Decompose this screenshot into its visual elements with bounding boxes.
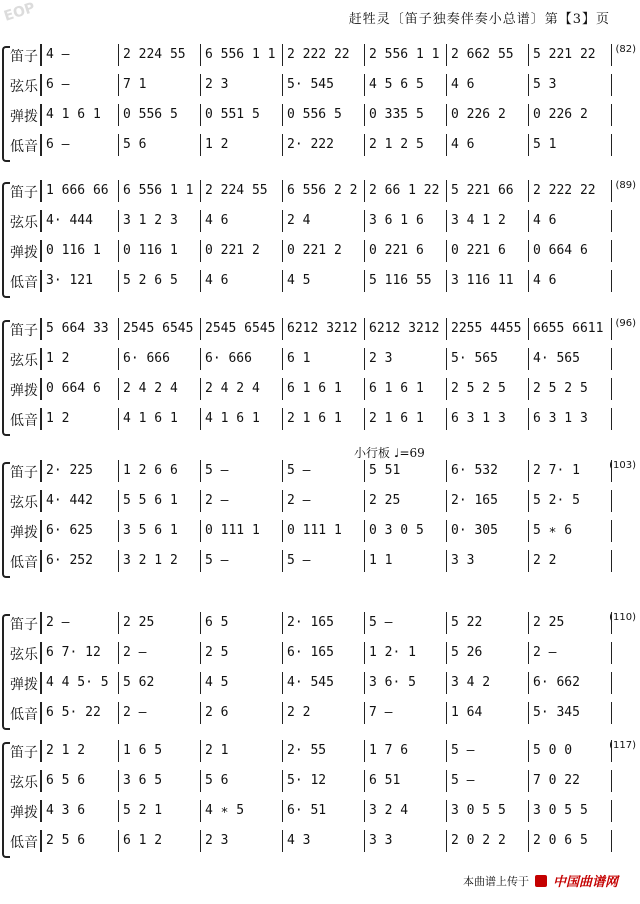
measure: 6· 666 <box>200 348 282 370</box>
staff-row <box>40 490 612 512</box>
measure: 4· 444 <box>40 210 118 232</box>
barline-end <box>611 702 612 724</box>
measure: 1 2 <box>40 348 118 370</box>
staff-row <box>40 520 612 542</box>
measure: 2 1 6 1 <box>364 408 446 430</box>
staff-row <box>40 180 612 202</box>
measure: 2 – <box>200 490 282 512</box>
measure: 3 6 5 <box>118 770 200 792</box>
tempo-marking: 小行板 ♩=69 <box>354 446 425 460</box>
barline-end <box>611 612 612 634</box>
measure: 6 51 <box>364 770 446 792</box>
measure: 5 3 <box>528 74 612 96</box>
measure: 4 3 6 <box>40 800 118 822</box>
measure: 7 1 <box>118 74 200 96</box>
staff-row <box>40 44 612 66</box>
staff-row <box>40 378 612 400</box>
barline-end <box>611 74 612 96</box>
staff-row <box>40 318 612 340</box>
measure: 5 – <box>282 460 364 482</box>
instrument-label: 弹拨 <box>10 525 38 541</box>
score-system <box>0 740 640 860</box>
system-bracket <box>2 462 10 578</box>
staff-row <box>40 134 612 156</box>
measure: 0 111 1 <box>200 520 282 542</box>
instrument-label: 弹拨 <box>10 383 38 399</box>
measure: 2 2 <box>528 550 612 572</box>
measure: 4 1 6 1 <box>40 104 118 126</box>
instrument-label: 笛子 <box>10 323 38 339</box>
measure: 5 221 22 <box>528 44 612 66</box>
measure: 6 1 <box>282 348 364 370</box>
measure: 2 – <box>118 702 200 724</box>
measure: 4 ∗ 5 <box>200 800 282 822</box>
staff-row <box>40 642 612 664</box>
barline-end <box>611 104 612 126</box>
system-bracket <box>2 46 10 162</box>
barline-end <box>611 318 612 340</box>
measure: 2 25 <box>528 612 612 634</box>
measure: 3 3 <box>364 830 446 852</box>
measure: 2 222 22 <box>282 44 364 66</box>
measure: 6· 625 <box>40 520 118 542</box>
measure: 4 6 <box>200 210 282 232</box>
measure: 6· 666 <box>118 348 200 370</box>
instrument-label: 弹拨 <box>10 245 38 261</box>
staff-row <box>40 740 612 762</box>
measure: 5 – <box>200 460 282 482</box>
measure: 4· 545 <box>282 672 364 694</box>
barline-end <box>611 378 612 400</box>
measure: 5 116 55 <box>364 270 446 292</box>
measure: 5· 345 <box>528 702 612 724</box>
measure: 3 1 2 3 <box>118 210 200 232</box>
measure: 4 3 <box>282 830 364 852</box>
measure: 6212 3212 <box>364 318 446 340</box>
measure: 5 ∗ 6 <box>528 520 612 542</box>
measure: 5 2· 5 <box>528 490 612 512</box>
staff-row <box>40 240 612 262</box>
measure: 4 5 <box>282 270 364 292</box>
measure: 6 – <box>40 134 118 156</box>
measure: 0 664 6 <box>40 378 118 400</box>
measure: 3 5 6 1 <box>118 520 200 542</box>
measure: 4 6 <box>528 210 612 232</box>
measure: 5 – <box>282 550 364 572</box>
measure: 2 1 6 1 <box>282 408 364 430</box>
measure: 4 6 <box>446 134 528 156</box>
system-bracket <box>2 320 10 436</box>
measure: 6· 532 <box>446 460 528 482</box>
staff-row <box>40 800 612 822</box>
measure: 1 666 66 <box>40 180 118 202</box>
measure: 6 – <box>40 74 118 96</box>
measure: 2 3 <box>200 830 282 852</box>
measure: 1 2 <box>40 408 118 430</box>
measure: 5 22 <box>446 612 528 634</box>
staff-row <box>40 702 612 724</box>
instrument-label: 笛子 <box>10 745 38 761</box>
measure: 0 221 2 <box>200 240 282 262</box>
barline-end <box>611 520 612 542</box>
instrument-label: 笛子 <box>10 49 38 65</box>
score-system <box>0 612 640 732</box>
measure: 2 5 2 5 <box>528 378 612 400</box>
barline-end <box>611 740 612 762</box>
measure: 5 51 <box>364 460 446 482</box>
measure: 2 – <box>282 490 364 512</box>
barline-end <box>611 134 612 156</box>
measure: 5· 545 <box>282 74 364 96</box>
measure: 4 – <box>40 44 118 66</box>
barline-end <box>611 490 612 512</box>
measure: 2 – <box>118 642 200 664</box>
measure: 2· 165 <box>446 490 528 512</box>
measure: 5 6 <box>200 770 282 792</box>
measure: 0 664 6 <box>528 240 612 262</box>
barline-end <box>611 408 612 430</box>
measure: 2 66 1 22 <box>364 180 446 202</box>
measure: 0 116 1 <box>118 240 200 262</box>
measure: 6 1 6 1 <box>282 378 364 400</box>
measure: 3 6· 5 <box>364 672 446 694</box>
measure: 7 0 22 <box>528 770 612 792</box>
measure: 1 6 5 <box>118 740 200 762</box>
measure: 5 6 <box>118 134 200 156</box>
measure: 6· 51 <box>282 800 364 822</box>
measure: 1 7 6 <box>364 740 446 762</box>
measure: 5 1 <box>528 134 612 156</box>
measure: 6· 252 <box>40 550 118 572</box>
measure: 5 664 33 <box>40 318 118 340</box>
measure: 5 – <box>446 770 528 792</box>
measure: 2 4 <box>282 210 364 232</box>
measure: 5 0 0 <box>528 740 612 762</box>
measure: 2 224 55 <box>200 180 282 202</box>
measure-number: (110) <box>609 612 636 623</box>
instrument-label: 低音 <box>10 275 38 291</box>
measure: 6 5 <box>200 612 282 634</box>
measure: 1 64 <box>446 702 528 724</box>
measure: 2 7· 1 <box>528 460 612 482</box>
measure-number: (96) <box>615 318 636 329</box>
staff-row <box>40 550 612 572</box>
score-system <box>0 318 640 438</box>
measure: 2 25 <box>364 490 446 512</box>
measure: 2 662 55 <box>446 44 528 66</box>
measure-number: (103) <box>609 460 636 471</box>
measure: 0 111 1 <box>282 520 364 542</box>
measure: 2 1 <box>200 740 282 762</box>
measure: 3 2 4 <box>364 800 446 822</box>
measure: 5· 12 <box>282 770 364 792</box>
measure: 3 2 1 2 <box>118 550 200 572</box>
measure: 2 4 2 4 <box>118 378 200 400</box>
barline-end <box>611 180 612 202</box>
measure: 2 0 6 5 <box>528 830 612 852</box>
measure: 6· 165 <box>282 642 364 664</box>
measure: 2 5 6 <box>40 830 118 852</box>
measure: 6· 662 <box>528 672 612 694</box>
measure: 6 3 1 3 <box>528 408 612 430</box>
instrument-label: 弦乐 <box>10 215 38 231</box>
measure: 2 – <box>40 612 118 634</box>
measure: 2 25 <box>118 612 200 634</box>
measure: 3 4 2 <box>446 672 528 694</box>
instrument-label: 弹拨 <box>10 109 38 125</box>
measure: 4 6 <box>200 270 282 292</box>
measure: 2 3 <box>364 348 446 370</box>
instrument-label: 低音 <box>10 835 38 851</box>
measure: 4 4 5· 5 <box>40 672 118 694</box>
measure: 3 116 11 <box>446 270 528 292</box>
measure: 2 556 1 1 <box>364 44 446 66</box>
measure: 2 2 <box>282 702 364 724</box>
footer-upload-text: 本曲谱上传于 <box>462 874 529 888</box>
measure: 5 2 6 5 <box>118 270 200 292</box>
measure: 6 5· 22 <box>40 702 118 724</box>
measure: 4· 442 <box>40 490 118 512</box>
barline-end <box>611 270 612 292</box>
measure: 6 3 1 3 <box>446 408 528 430</box>
watermark-logo: EOP <box>2 0 38 25</box>
measure: 0 335 5 <box>364 104 446 126</box>
barline-end <box>611 642 612 664</box>
staff-row <box>40 270 612 292</box>
measure: 1 2 <box>200 134 282 156</box>
measure: 5 221 66 <box>446 180 528 202</box>
measure: 4 1 6 1 <box>118 408 200 430</box>
measure: 5 2 1 <box>118 800 200 822</box>
measure: 6 5 6 <box>40 770 118 792</box>
measure: 0 221 2 <box>282 240 364 262</box>
measure: 2 5 <box>200 642 282 664</box>
measure: 7 – <box>364 702 446 724</box>
instrument-label: 弦乐 <box>10 495 38 511</box>
measure: 6 556 1 1 <box>118 180 200 202</box>
measure: 0 556 5 <box>282 104 364 126</box>
instrument-label: 笛子 <box>10 465 38 481</box>
measure: 1 1 <box>364 550 446 572</box>
measure: 3· 121 <box>40 270 118 292</box>
measure: 0 226 2 <box>528 104 612 126</box>
measure: 5 – <box>200 550 282 572</box>
system-bracket <box>2 614 10 730</box>
score-system <box>0 446 640 580</box>
measure: 6 1 2 <box>118 830 200 852</box>
measure: 5 5 6 1 <box>118 490 200 512</box>
measure: 6 556 1 1 <box>200 44 282 66</box>
measure: 4 5 6 5 <box>364 74 446 96</box>
instrument-label: 弦乐 <box>10 647 38 663</box>
measure: 3 0 5 5 <box>446 800 528 822</box>
measure: 5 26 <box>446 642 528 664</box>
system-bracket <box>2 742 10 858</box>
instrument-label: 弦乐 <box>10 775 38 791</box>
barline-end <box>611 830 612 852</box>
measure: 4 6 <box>528 270 612 292</box>
measure: 2 222 22 <box>528 180 612 202</box>
measure: 0 226 2 <box>446 104 528 126</box>
page-title: 赶牲灵〔笛子独奏伴奏小总谱〕第【3】页 <box>348 12 610 27</box>
instrument-label: 低音 <box>10 555 38 571</box>
measure: 2 224 55 <box>118 44 200 66</box>
score-system <box>0 44 640 164</box>
measure: 2· 225 <box>40 460 118 482</box>
measure: 0 551 5 <box>200 104 282 126</box>
measure: 3 3 <box>446 550 528 572</box>
instrument-label: 笛子 <box>10 185 38 201</box>
barline-end <box>611 210 612 232</box>
instrument-label: 弦乐 <box>10 353 38 369</box>
measure: 3 0 5 5 <box>528 800 612 822</box>
instrument-label: 笛子 <box>10 617 38 633</box>
staff-row <box>40 104 612 126</box>
measure: 2· 222 <box>282 134 364 156</box>
barline-end <box>611 770 612 792</box>
staff-row <box>40 348 612 370</box>
measure: 3 4 1 2 <box>446 210 528 232</box>
measure: 2 5 2 5 <box>446 378 528 400</box>
barline-end <box>611 44 612 66</box>
barline-end <box>611 800 612 822</box>
staff-row <box>40 672 612 694</box>
barline-end <box>611 240 612 262</box>
instrument-label: 低音 <box>10 413 38 429</box>
staff-row <box>40 460 612 482</box>
measure: 2· 165 <box>282 612 364 634</box>
site-logo-icon <box>535 875 547 887</box>
score-system <box>0 180 640 300</box>
measure: 4 6 <box>446 74 528 96</box>
staff-row <box>40 74 612 96</box>
measure-number: (82) <box>615 44 636 55</box>
measure: 0 3 0 5 <box>364 520 446 542</box>
measure: 5 – <box>446 740 528 762</box>
measure: 2 3 <box>200 74 282 96</box>
measure: 0· 305 <box>446 520 528 542</box>
measure: 2545 6545 <box>200 318 282 340</box>
measure: 0 116 1 <box>40 240 118 262</box>
measure: 5 – <box>364 612 446 634</box>
measure: 2545 6545 <box>118 318 200 340</box>
barline-end <box>611 550 612 572</box>
measure: 4 5 <box>200 672 282 694</box>
measure: 1 2 6 6 <box>118 460 200 482</box>
measure: 6212 3212 <box>282 318 364 340</box>
measure: 3 6 1 6 <box>364 210 446 232</box>
measure: 2 1 2 5 <box>364 134 446 156</box>
measure: 2· 55 <box>282 740 364 762</box>
measure: 6 7· 12 <box>40 642 118 664</box>
instrument-label: 低音 <box>10 707 38 723</box>
barline-end <box>611 672 612 694</box>
measure: 2 1 2 <box>40 740 118 762</box>
site-name[interactable]: 中国曲谱网 <box>552 875 618 890</box>
instrument-label: 弹拨 <box>10 677 38 693</box>
measure-number: (117) <box>609 740 636 751</box>
measure: 2 6 <box>200 702 282 724</box>
measure: 0 221 6 <box>364 240 446 262</box>
system-bracket <box>2 182 10 298</box>
staff-row <box>40 210 612 232</box>
measure: 6655 6611 <box>528 318 612 340</box>
barline-end <box>611 460 612 482</box>
measure: 0 556 5 <box>118 104 200 126</box>
footer <box>463 871 618 890</box>
measure: 5· 565 <box>446 348 528 370</box>
measure-number: (89) <box>615 180 636 191</box>
instrument-label: 弹拨 <box>10 805 38 821</box>
measure: 6 556 2 2 <box>282 180 364 202</box>
measure: 5 62 <box>118 672 200 694</box>
measure: 6 1 6 1 <box>364 378 446 400</box>
staff-row <box>40 830 612 852</box>
measure: 4· 565 <box>528 348 612 370</box>
measure: 4 1 6 1 <box>200 408 282 430</box>
instrument-label: 弦乐 <box>10 79 38 95</box>
measure: 1 2· 1 <box>364 642 446 664</box>
staff-row <box>40 612 612 634</box>
measure: 2255 4455 <box>446 318 528 340</box>
instrument-label: 低音 <box>10 139 38 155</box>
staff-row <box>40 770 612 792</box>
measure: 2 0 2 2 <box>446 830 528 852</box>
measure: 0 221 6 <box>446 240 528 262</box>
measure: 2 – <box>528 642 612 664</box>
measure: 2 4 2 4 <box>200 378 282 400</box>
staff-row <box>40 408 612 430</box>
barline-end <box>611 348 612 370</box>
